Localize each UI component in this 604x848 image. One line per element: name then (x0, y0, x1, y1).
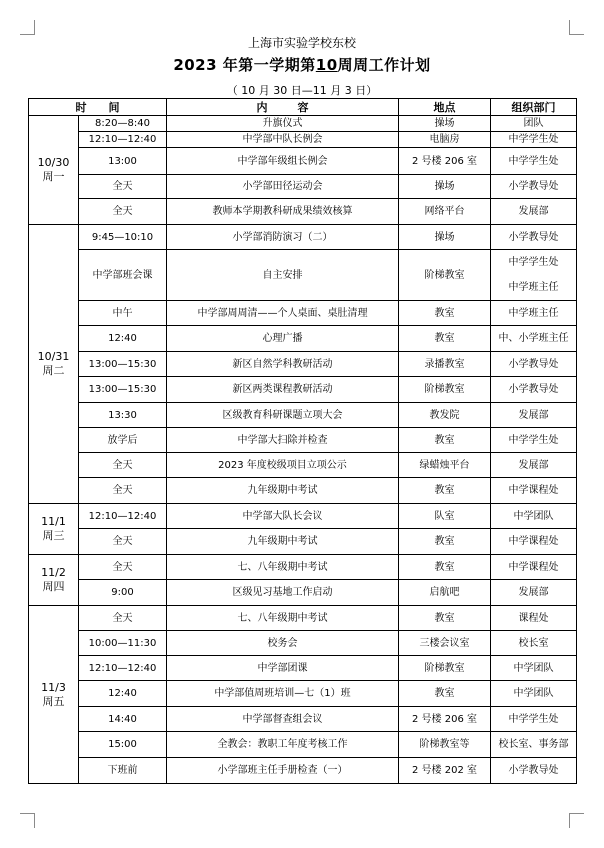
location-cell: 绿蜡烛平台 (399, 453, 491, 478)
content-cell: 九年级期中考试 (167, 478, 399, 504)
table-row (29, 555, 577, 580)
location-cell: 教室 (399, 681, 491, 707)
content-cell: 中学部团课 (167, 656, 399, 681)
location-cell: 教室 (399, 326, 491, 352)
time-cell: 全天 (79, 175, 167, 199)
content-cell: 新区自然学科教研活动 (167, 352, 399, 377)
location-cell: 阶梯教室 (399, 250, 491, 301)
location-cell: 教室 (399, 606, 491, 631)
document-title (0, 54, 604, 75)
crop-mark-top-left (20, 20, 35, 35)
department-cell: 课程处 (491, 606, 577, 631)
content-cell: 中学部周周清——个人桌面、桌肚清理 (167, 301, 399, 326)
day-weekday: 周一 (42, 170, 65, 183)
location-cell: 教室 (399, 529, 491, 555)
department-cell: 发展部 (491, 580, 577, 606)
day-cell (29, 116, 79, 225)
table-row (29, 116, 577, 132)
content-cell: 小学部田径运动会 (167, 175, 399, 199)
day-weekday: 周三 (42, 529, 65, 542)
content-cell: 七、八年级期中考试 (167, 555, 399, 580)
table-row (29, 403, 577, 428)
department-cell: 中学团队 (491, 681, 577, 707)
content-cell: 中学部大扫除并检查 (167, 428, 399, 453)
time-cell: 全天 (79, 529, 167, 555)
location-cell: 教室 (399, 428, 491, 453)
content-cell: 升旗仪式 (167, 116, 399, 132)
time-cell: 下班前 (79, 758, 167, 784)
day-cell (29, 606, 79, 784)
day-date: 11/2 (41, 566, 66, 579)
time-cell: 8:20—8:40 (79, 116, 167, 132)
time-cell: 13:00 (79, 148, 167, 175)
table-row (29, 758, 577, 784)
content-cell: 小学部消防演习（二） (167, 225, 399, 250)
department-line: 中学班主任 (508, 282, 559, 293)
department-cell: 小学教导处 (491, 758, 577, 784)
department-cell: 中、小学班主任 (491, 326, 577, 352)
time-cell: 全天 (79, 606, 167, 631)
content-cell: 中学部大队长会议 (167, 504, 399, 529)
table-row (29, 478, 577, 504)
day-date: 11/1 (41, 515, 66, 528)
table-row (29, 175, 577, 199)
department-cell: 中学团队 (491, 504, 577, 529)
day-cell (29, 225, 79, 504)
location-cell: 操场 (399, 225, 491, 250)
location-cell: 录播教室 (399, 352, 491, 377)
department-cell: 中学学生处 (491, 707, 577, 732)
location-cell: 教发院 (399, 403, 491, 428)
crop-mark-bottom-left (20, 813, 35, 828)
time-cell: 15:00 (79, 732, 167, 758)
table-row (29, 580, 577, 606)
schedule-body (29, 116, 577, 784)
day-date: 11/3 (41, 680, 66, 694)
location-cell: 阶梯教室 (399, 656, 491, 681)
content-cell: 校务会 (167, 631, 399, 656)
department-cell: 校长室、事务部 (491, 732, 577, 758)
table-row (29, 707, 577, 732)
department-cell: 团队 (491, 116, 577, 132)
content-cell: 七、八年级期中考试 (167, 606, 399, 631)
location-cell: 2 号楼 206 室 (399, 148, 491, 175)
department-cell: 中学课程处 (491, 529, 577, 555)
time-cell: 14:40 (79, 707, 167, 732)
table-row (29, 428, 577, 453)
table-row (29, 377, 577, 403)
time-cell: 全天 (79, 478, 167, 504)
day-cell (29, 555, 79, 606)
content-cell: 2023 年度校级项目立项公示 (167, 453, 399, 478)
department-cell: 发展部 (491, 199, 577, 225)
title-prefix: 2023 年第一学期第 (173, 56, 316, 74)
time-cell: 全天 (79, 555, 167, 580)
table-row (29, 453, 577, 478)
department-cell: 中学班主任 (491, 301, 577, 326)
table-row (29, 606, 577, 631)
location-cell: 教室 (399, 478, 491, 504)
location-cell: 队室 (399, 504, 491, 529)
department-cell: 小学教导处 (491, 225, 577, 250)
day-cell (29, 504, 79, 555)
schedule-table (28, 98, 577, 784)
content-cell: 区级见习基地工作启动 (167, 580, 399, 606)
table-row (29, 301, 577, 326)
department-cell: 中学学生处 (491, 428, 577, 453)
content-cell: 全教会：教职工年度考核工作 (167, 732, 399, 758)
time-cell: 全天 (79, 199, 167, 225)
table-row (29, 504, 577, 529)
day-date: 10/31 (37, 350, 70, 363)
week-number: 10 (315, 56, 338, 74)
location-cell: 2 号楼 206 室 (399, 707, 491, 732)
time-cell: 12:10—12:40 (79, 132, 167, 148)
content-cell: 小学部班主任手册检查（一） (167, 758, 399, 784)
column-header-content: 内容 (167, 99, 399, 116)
day-weekday: 周五 (42, 694, 65, 708)
time-cell: 13:00—15:30 (79, 352, 167, 377)
time-cell: 10:00—11:30 (79, 631, 167, 656)
table-row (29, 631, 577, 656)
department-cell: 中学课程处 (491, 478, 577, 504)
content-cell: 九年级期中考试 (167, 529, 399, 555)
time-cell: 全天 (79, 453, 167, 478)
location-cell: 教室 (399, 301, 491, 326)
column-header-location: 地点 (399, 99, 491, 116)
content-cell: 心理广播 (167, 326, 399, 352)
department-cell: 校长室 (491, 631, 577, 656)
department-cell (491, 250, 577, 301)
date-range: （ 10 月 30 日—11 月 3 日） (226, 84, 378, 97)
department-cell: 中学课程处 (491, 555, 577, 580)
department-cell: 发展部 (491, 453, 577, 478)
table-row (29, 529, 577, 555)
crop-mark-top-right (569, 20, 584, 35)
content-cell: 新区两类课程教研活动 (167, 377, 399, 403)
content-cell: 中学部值周班培训—七（1）班 (167, 681, 399, 707)
location-cell: 2 号楼 202 室 (399, 758, 491, 784)
content-cell: 中学部中队长例会 (167, 132, 399, 148)
day-weekday: 周四 (42, 580, 65, 593)
department-cell: 小学教导处 (491, 175, 577, 199)
location-cell: 三楼会议室 (399, 631, 491, 656)
table-row (29, 656, 577, 681)
table-row (29, 732, 577, 758)
content-cell: 教师本学期教科研成果绩效核算 (167, 199, 399, 225)
department-cell: 小学教导处 (491, 377, 577, 403)
day-date: 10/30 (37, 156, 70, 169)
content-cell: 自主安排 (167, 250, 399, 301)
time-cell: 12:40 (79, 681, 167, 707)
location-cell: 电脑房 (399, 132, 491, 148)
location-cell: 操场 (399, 116, 491, 132)
table-row (29, 681, 577, 707)
table-row (29, 326, 577, 352)
time-cell: 中学部班会课 (79, 250, 167, 301)
department-cell: 中学团队 (491, 656, 577, 681)
table-row (29, 132, 577, 148)
time-cell: 12:10—12:40 (79, 504, 167, 529)
department-cell: 发展部 (491, 403, 577, 428)
table-row (29, 148, 577, 175)
crop-mark-bottom-right (569, 813, 584, 828)
content-cell: 中学部年级组长例会 (167, 148, 399, 175)
column-header-department: 组织部门 (491, 99, 577, 116)
time-cell: 中午 (79, 301, 167, 326)
table-row (29, 225, 577, 250)
content-cell: 中学部督查组会议 (167, 707, 399, 732)
table-row (29, 352, 577, 377)
time-cell: 12:40 (79, 326, 167, 352)
department-cell: 中学学生处 (491, 132, 577, 148)
time-cell: 9:45—10:10 (79, 225, 167, 250)
column-header-time: 时间 (29, 99, 167, 116)
location-cell: 阶梯教室 (399, 377, 491, 403)
table-row (29, 199, 577, 225)
title-suffix: 周周工作计划 (337, 56, 431, 74)
day-weekday: 周二 (42, 364, 65, 377)
location-cell: 操场 (399, 175, 491, 199)
school-name: 上海市实验学校东校 (247, 36, 356, 50)
department-cell: 中学学生处 (491, 148, 577, 175)
time-cell: 13:00—15:30 (79, 377, 167, 403)
department-line: 中学学生处 (508, 257, 559, 268)
time-cell: 13:30 (79, 403, 167, 428)
header-row (29, 99, 577, 116)
time-cell: 9:00 (79, 580, 167, 606)
location-cell: 启航吧 (399, 580, 491, 606)
department-cell: 小学教导处 (491, 352, 577, 377)
time-cell: 放学后 (79, 428, 167, 453)
location-cell: 阶梯教室等 (399, 732, 491, 758)
time-cell: 12:10—12:40 (79, 656, 167, 681)
location-cell: 网络平台 (399, 199, 491, 225)
table-row (29, 250, 577, 301)
content-cell: 区级教育科研课题立项大会 (167, 403, 399, 428)
location-cell: 教室 (399, 555, 491, 580)
